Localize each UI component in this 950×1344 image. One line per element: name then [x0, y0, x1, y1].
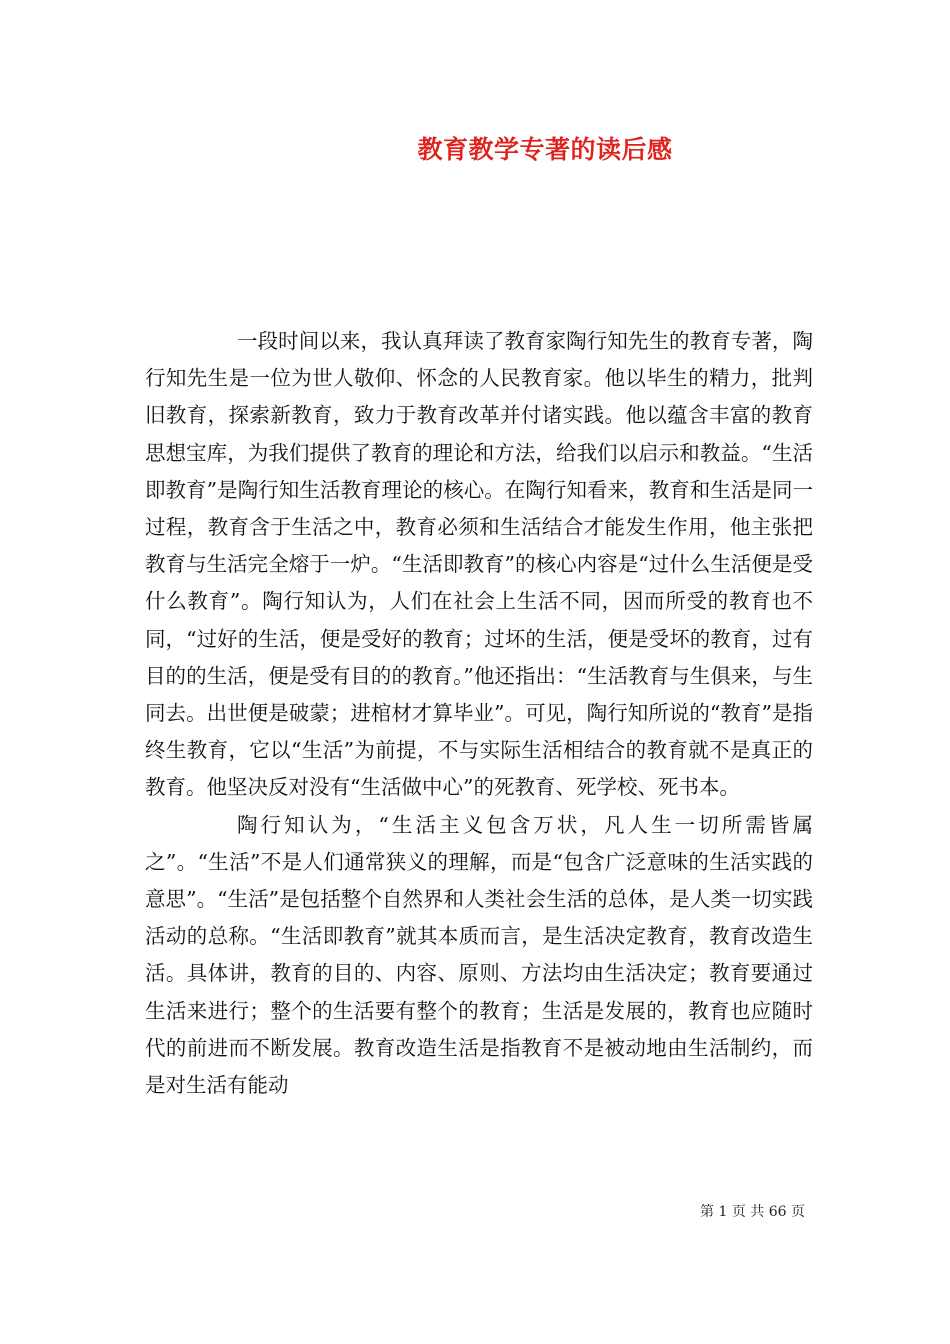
paragraph-2: 陶行知认为，“生活主义包含万状，凡人生一切所需皆属之”。“生活”不是人们通常狭义的理解，而是“包含广泛意味的生活实践的意思”。“生活”是包括整个自然界和人类社会生活的总体，是人类一切实践活动的总称。“生活即教育”就其本质而言，是生活决定教育，教育改造生活。具体讲，教育的目的、内容、原则、方法均由生活决定；教育要通过生活来进行；整个的生活要有整个的教育；生活是发展的，教育也应随时代的前进而不断发展。教育改造生活是指教育不是被动地由生活制约，而是对生活有能动	[145, 812, 813, 1098]
page-number-footer: 第 1 页 共 66 页	[700, 1204, 805, 1220]
document-body	[145, 323, 813, 1104]
paragraph-1: 一段时间以来，我认真拜读了教育家陶行知先生的教育专著，陶行知先生是一位为世人敬仰、怀念的人民教育家。他以毕生的精力，批判旧教育，探索新教育，致力于教育改革并付诸实践。他以蕴含丰富的教育思想宝库，为我们提供了教育的理论和方法，给我们以启示和教益。“生活即教育”是陶行知生活教育理论的核心。在陶行知看来，教育和生活是同一过程，教育含于生活之中，教育必须和生活结合才能发生作用，他主张把教育与生活完全熔于一炉。“生活即教育”的核心内容是“过什么生活便是受什么教育”。陶行知认为，人们在社会上生活不同，因而所受的教育也不同，“过好的生活，便是受好的教育；过坏的生活，便是受坏的教育，过有目的的生活，便是受有目的的教育。”他还指出：“生活教育与生俱来，与生同去。出世便是破蒙；进棺材才算毕业”。可见，陶行知所说的“教育”是指终生教育，它以“生活”为前提，不与实际生活相结合的教育就不是真正的教育。他坚决反对没有“生活做中心”的死教育、死学校、死书本。	[145, 329, 813, 800]
document-title: 教育教学专著的读后感	[417, 135, 673, 164]
